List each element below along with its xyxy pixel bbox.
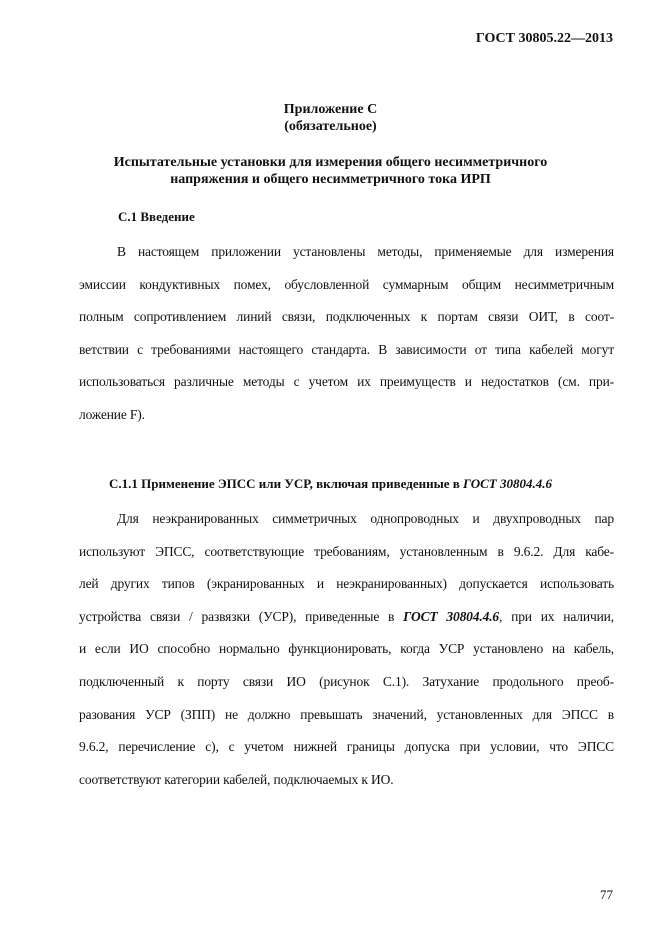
- paragraph-line: соответствуют категории кабелей, подключаемых к ИО.: [79, 771, 394, 787]
- paragraph-line: подключенный к порту связи ИО (рисунок С.1). Затухание продольного преоб-: [79, 673, 614, 689]
- paragraph-line: [79, 601, 614, 634]
- paragraph-line: В настоящем приложении установлены методы, применяемые для измерения: [117, 244, 614, 259]
- paragraph-line: используют ЭПСС, соответствующие требованиям, установленным в 9.6.2. Для кабе-: [79, 543, 614, 559]
- section-heading-c1-1: [109, 476, 552, 492]
- annex-heading: [48, 154, 613, 188]
- paragraph-c1-1: [79, 503, 614, 796]
- annex-status: (обязательное): [284, 119, 377, 134]
- paragraph-line: ветствии с требованиями настоящего стандарта. В зависимости от типа кабелей могут: [79, 341, 614, 357]
- line-text: , при их наличии,: [499, 608, 614, 624]
- document-code: ГОСТ 30805.22—2013: [475, 31, 613, 46]
- page-number: 77: [600, 887, 613, 902]
- paragraph-line: полным сопротивлением линий связи, подключенных к портам связи ОИТ, в соот-: [79, 309, 614, 325]
- section-heading-c1: С.1 Введение: [118, 209, 195, 224]
- paragraph-c1: [79, 236, 614, 432]
- annex-heading-line-2: напряжения и общего несимметричного тока ИРП: [170, 172, 491, 187]
- paragraph-line: эмиссии кондуктивных помех, обусловленной суммарным общим несимметричным: [79, 276, 614, 292]
- standard-reference: ГОСТ 30804.4.6: [463, 476, 552, 491]
- paragraph-line: лей других типов (экранированных и неэкранированных) допускается использовать: [79, 576, 614, 592]
- paragraph-line: и если ИО способно нормально функционировать, когда УСР установлено на кабель,: [79, 641, 614, 657]
- annex-title-block: [48, 101, 613, 135]
- paragraph-line: ложение F).: [79, 406, 145, 422]
- annex-title: Приложение С: [283, 102, 378, 117]
- paragraph-line: разования УСР (ЗПП) не должно превышать значений, установленных для ЭПСС в: [79, 706, 614, 722]
- line-text: устройства связи / развязки (УСР), приведенные в: [79, 608, 404, 624]
- standard-reference: ГОСТ 30804.4.6: [403, 608, 500, 624]
- section-heading-text: С.1.1 Применение ЭПСС или УСР, включая приведенные в: [109, 476, 464, 491]
- paragraph-line: Для неэкранированных симметричных однопроводных и двухпроводных пар: [117, 511, 614, 526]
- paragraph-line: 9.6.2, перечисление с), с учетом нижней границы допуска при условии, что ЭПСС: [79, 739, 614, 755]
- paragraph-line: использоваться различные методы с учетом их преимуществ и недостатков (см. при-: [79, 374, 614, 390]
- annex-heading-line-1: Испытательные установки для измерения общего несимметричного: [113, 155, 548, 170]
